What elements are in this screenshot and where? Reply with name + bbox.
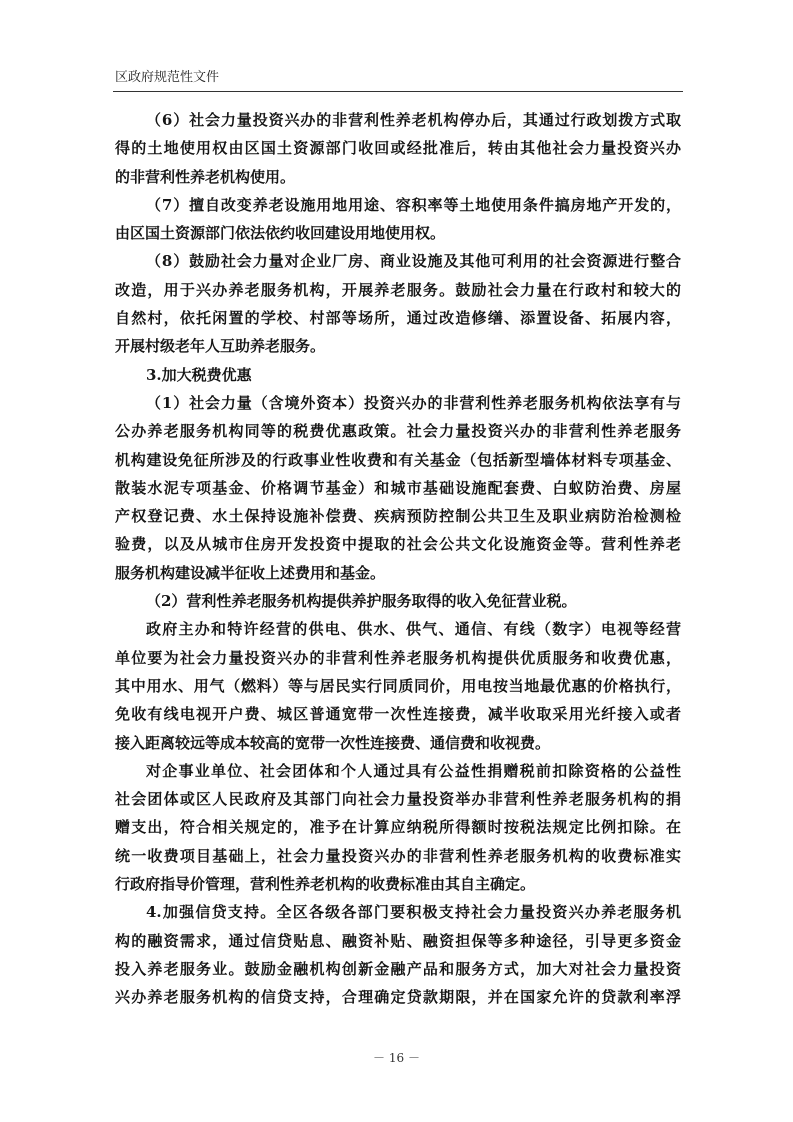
text-line: （6）社会力量投资兴办的非营利性养老机构停办后，其通过行政划拨方式取 <box>146 111 681 129</box>
text-line: 的非营利性养老机构使用。 <box>115 167 296 186</box>
text-line: 开展村级老年人互助养老服务。 <box>115 337 326 356</box>
document-body <box>115 106 681 1012</box>
text-line: 投入养老服务业。鼓励金融机构创新金融产品和服务方式，加大对社会力量投资 <box>115 959 681 978</box>
page-number: － 16 － <box>373 1051 420 1065</box>
text-line: 改造，用于兴办养老服务机构，开展养老服务。鼓励社会力量在行政村和较大的 <box>115 280 681 299</box>
text-line: （8）鼓励社会力量对企业厂房、商业设施及其他可利用的社会资源进行整合 <box>146 252 681 271</box>
text-line: 构的融资需求，通过信贷贴息、融资补贴、融资担保等多种途径，引导更多资金 <box>115 931 681 950</box>
paragraph <box>115 757 681 898</box>
paragraph <box>115 587 681 615</box>
text-line: 自然村，依托闲置的学校、村部等场所，通过改造修缮、添置设备、拓展内容， <box>115 309 681 328</box>
text-line: 产权登记费、水土保持设施补偿费、疾病预防控制公共卫生及职业病防治检测检 <box>115 507 681 526</box>
text-line: 对企事业单位、社会团体和个人通过具有公益性捐赠税前扣除资格的公益性 <box>146 761 681 780</box>
text-line: 社会团体或区人民政府及其部门向社会力量投资举办非营利性养老服务机构的捐 <box>115 790 681 809</box>
text-line: 由区国土资源部门依法依约收回建设用地使用权。 <box>115 224 446 243</box>
text-line: 单位要为社会力量投资兴办的非营利性养老服务机构提供优质服务和收费优惠， <box>115 648 681 667</box>
text-line: 验费，以及从城市住房开发投资中提取的社会公共文化设施资金等。营利性养老 <box>115 535 681 554</box>
text-line: （7）擅自改变养老设施用地用途、容积率等土地使用条件搞房地产开发的， <box>146 195 681 214</box>
text-line: 公办养老服务机构同等的税费优惠政策。社会力量投资兴办的非营利性养老服务 <box>115 422 681 441</box>
text-line: （2）营利性养老服务机构提供养护服务取得的收入免征营业税。 <box>146 592 577 611</box>
paragraph <box>115 247 681 360</box>
text-line: 免收有线电视开户费、城区普通宽带一次性连接费，减半收取采用光纤接入或者 <box>115 705 681 724</box>
text-line: 政府主办和特许经营的供电、供水、供气、通信、有线（数字）电视等经营 <box>146 620 681 639</box>
text-line: 兴办养老服务机构的信贷支持，合理确定贷款期限，并在国家允许的贷款利率浮 <box>115 988 681 1007</box>
text-line: 4.加强信贷支持。全区各级各部门要积极支持社会力量投资兴办养老服务机 <box>146 903 681 922</box>
text-line: 其中用水、用气（燃料）等与居民实行同质同价，用电按当地最优惠的价格执行， <box>115 676 681 695</box>
text-line: 统一收费项目基础上，社会力量投资兴办的非营利性养老服务机构的收费标准实 <box>115 846 681 865</box>
paragraph <box>115 389 681 587</box>
text-line: 服务机构建设减半征收上述费用和基金。 <box>115 563 386 582</box>
text-line: 得的土地使用权由区国土资源部门收回或经批准后，转由其他社会力量投资兴办 <box>115 139 681 158</box>
header-rule <box>113 91 683 92</box>
paragraph <box>115 898 681 1011</box>
paragraph <box>115 615 681 756</box>
text-line: 散装水泥专项基金、价格调节基金）和城市基础设施配套费、白蚁防治费、房屋 <box>115 478 681 497</box>
paragraph <box>115 361 681 389</box>
text-line: 赠支出，符合相关规定的，准予在计算应纳税所得额时按税法规定比例扣除。在 <box>115 818 681 837</box>
text-line: 接入距离较远等成本较高的宽带一次性连接费、通信费和收视费。 <box>115 733 551 752</box>
text-line: 行政府指导价管理，营利性养老机构的收费标准由其自主确定。 <box>115 875 536 894</box>
text-line: 3.加大税费优惠 <box>146 365 252 384</box>
text-line: 机构建设免征所涉及的行政事业性收费和有关基金（包括新型墙体材料专项基金、 <box>115 450 681 469</box>
text-line: （1）社会力量（含境外资本）投资兴办的非营利性养老服务机构依法享有与 <box>146 393 681 412</box>
paragraph <box>115 191 681 248</box>
paragraph <box>115 106 681 191</box>
running-header: 区政府规范性文件 <box>115 70 220 85</box>
